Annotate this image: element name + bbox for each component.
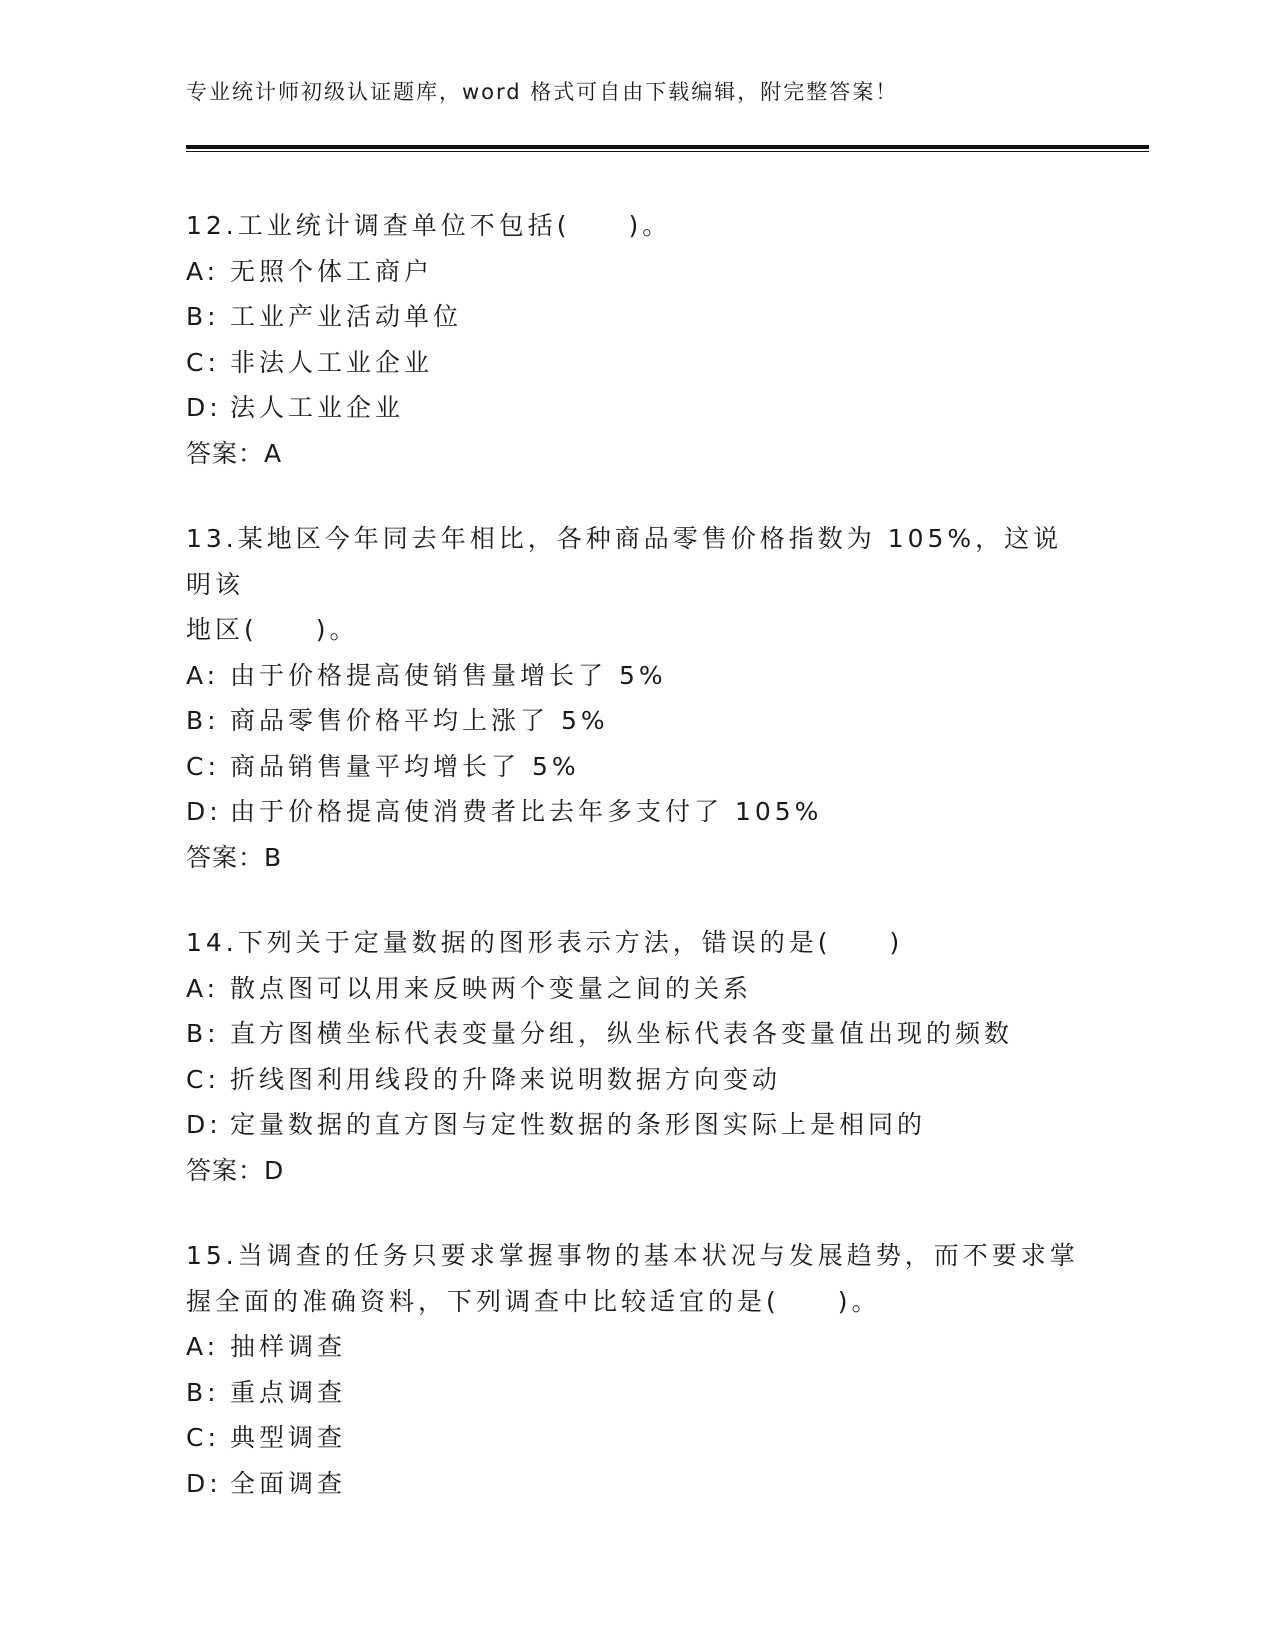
- answer-line: 答案：D: [186, 1155, 285, 1185]
- option-text: 由于价格提高使消费者比去年多支付了 105%: [230, 797, 823, 826]
- option-text: 重点调查: [230, 1377, 347, 1407]
- option-text: 定量数据的直方图与定性数据的条形图实际上是相同的: [230, 1110, 927, 1139]
- option-letter: C:: [186, 1423, 220, 1452]
- option-text: 法人工业企业: [230, 393, 405, 422]
- option-text: 全面调查: [230, 1468, 347, 1498]
- option-text: 商品零售价格平均上涨了 5%: [230, 706, 609, 735]
- option-letter: B:: [186, 1019, 220, 1048]
- question-stem-line: 15.当调查的任务只要求掌握事物的基本状况与发展趋势，而不要求掌: [186, 1241, 1079, 1270]
- question-list: [186, 203, 1086, 1546]
- option-c: [186, 340, 1086, 386]
- question-stem-line: 13.某地区今年同去年相比，各种商品零售价格指数为 105%，这说明该: [186, 524, 1063, 599]
- option-d: [186, 385, 1086, 431]
- option-letter: D:: [186, 393, 222, 422]
- question-stem-line: 12.工业统计调查单位不包括( )。: [186, 211, 672, 240]
- option-letter: B:: [186, 1377, 220, 1407]
- option-text: 散点图可以用来反映两个变量之间的关系: [230, 973, 753, 1003]
- option-letter: A:: [186, 973, 220, 1003]
- question-12: [186, 203, 1086, 476]
- option-text: 工业产业活动单位: [230, 302, 463, 331]
- option-b: [186, 294, 1086, 340]
- question-stem-line: 14.下列关于定量数据的图形表示方法，错误的是( ): [186, 928, 904, 957]
- option-text: 抽样调查: [230, 1332, 347, 1361]
- question-15: [186, 1233, 1086, 1506]
- option-letter: A:: [186, 256, 220, 286]
- question-stem: [186, 920, 1086, 966]
- option-b: [186, 1011, 1086, 1057]
- header-title: 专业统计师初级认证题库，word 格式可自由下载编辑，附完整答案！: [186, 80, 899, 104]
- option-d: [186, 789, 1086, 835]
- question-14: [186, 920, 1086, 1193]
- header-rule-thin: [186, 151, 1149, 152]
- question-stem-line: 地区( )。: [186, 615, 359, 644]
- option-text: 直方图横坐标代表变量分组，纵坐标代表各变量值出现的频数: [230, 1019, 1014, 1048]
- header-rule-thick: [186, 145, 1149, 149]
- option-text: 无照个体工商户: [230, 256, 434, 286]
- question-stem: [186, 516, 1086, 653]
- option-text: 商品销售量平均增长了 5%: [230, 751, 580, 781]
- question-stem-line: 握全面的准确资料，下列调查中比较适宜的是( )。: [186, 1286, 881, 1316]
- option-c: [186, 1415, 1086, 1461]
- option-letter: B:: [186, 706, 220, 735]
- option-letter: B:: [186, 302, 220, 331]
- option-text: 由于价格提高使销售量增长了 5%: [230, 660, 667, 690]
- option-letter: C:: [186, 751, 220, 781]
- option-a: [186, 653, 1086, 699]
- option-a: [186, 966, 1086, 1012]
- answer-line: 答案：B: [186, 842, 283, 872]
- option-a: [186, 1324, 1086, 1370]
- option-letter: A:: [186, 1332, 220, 1361]
- option-d: [186, 1461, 1086, 1507]
- option-text: 非法人工业企业: [230, 347, 434, 377]
- question-stem: [186, 203, 1086, 249]
- option-letter: D:: [186, 1468, 222, 1498]
- option-b: [186, 698, 1086, 744]
- option-letter: C:: [186, 347, 220, 377]
- option-letter: C:: [186, 1064, 220, 1094]
- option-c: [186, 744, 1086, 790]
- option-text: 折线图利用线段的升降来说明数据方向变动: [230, 1064, 782, 1094]
- option-letter: A:: [186, 660, 220, 690]
- option-a: [186, 249, 1086, 295]
- option-letter: D:: [186, 1110, 222, 1139]
- question-stem: [186, 1233, 1086, 1324]
- answer-line: 答案：A: [186, 438, 283, 468]
- question-13: [186, 516, 1086, 880]
- option-text: 典型调查: [230, 1423, 347, 1452]
- option-d: [186, 1102, 1086, 1148]
- option-b: [186, 1370, 1086, 1416]
- option-letter: D:: [186, 797, 222, 826]
- option-c: [186, 1057, 1086, 1103]
